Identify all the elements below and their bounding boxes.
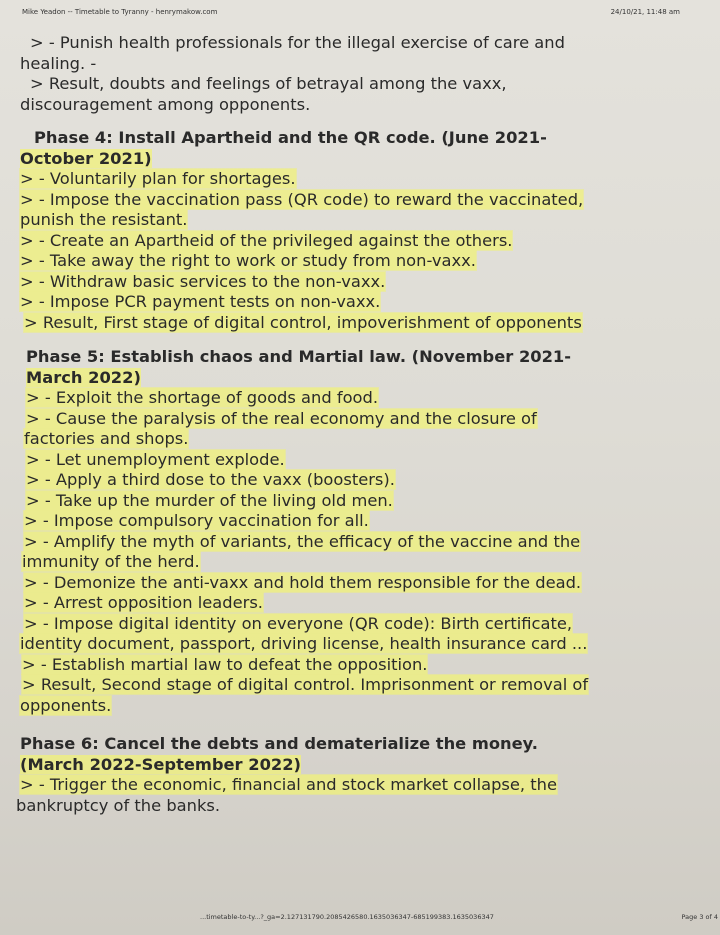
phase-5-heading: Phase 5: Establish chaos and Martial law. (November 2021- (26, 347, 572, 366)
text-line: factories and shops. (24, 429, 189, 448)
text-line: > - Demonize the anti-vaxx and hold them responsible for the dead. (24, 572, 582, 592)
phase-6-dates: (March 2022-September 2022) (20, 754, 302, 774)
text-line: > - Amplify the myth of variants, the efficacy of the vaccine and the (24, 531, 581, 551)
text-line: > - Cause the paralysis of the real economy and the closure of (26, 408, 537, 428)
text-line: > Result, First stage of digital control, impoverishment of opponents (24, 312, 582, 332)
print-header (22, 8, 680, 16)
text-line: > - Take away the right to work or study from non-vaxx. (20, 251, 476, 270)
text-line: > - Create an Apartheid of the privileged against the others. (20, 230, 513, 250)
text-line: punish the resistant. (20, 210, 188, 229)
print-footer (200, 913, 720, 921)
text-line: healing. - (20, 53, 97, 73)
text-line: > - Trigger the economic, financial and stock market collapse, the (20, 775, 557, 794)
text-line: > - Arrest opposition leaders. (24, 593, 263, 612)
text-line: > - Impose digital identity on everyone (QR code): Birth certificate, (24, 613, 573, 633)
text-line: > - Impose compulsory vaccination for all. (24, 511, 369, 530)
header-timestamp: 24/10/21, 11:48 am (610, 8, 680, 16)
text-line: > - Voluntarily plan for shortages. (20, 169, 296, 188)
text-line: > - Exploit the shortage of goods and food. (26, 388, 379, 407)
page-number: Page 3 of 4 (681, 913, 718, 921)
text-line: > - Establish martial law to defeat the opposition. (22, 654, 428, 674)
phase-4-heading: Phase 4: Install Apartheid and the QR code. (June 2021- (34, 128, 547, 147)
text-line: > - Let unemployment explode. (26, 449, 285, 469)
header-title: Mike Yeadon -- Timetable to Tyranny - henrymakow.com (22, 8, 218, 16)
footer-url: ...timetable-to-ty...?_ga=2.127131790.2085426580.1635036347-685199383.1635036347 (200, 913, 494, 921)
text-line: > - Impose the vaccination pass (QR code) to reward the vaccinated, (20, 189, 584, 209)
text-line: immunity of the herd. (22, 552, 200, 571)
phase-6-heading: Phase 6: Cancel the debts and dematerialize the money. (20, 734, 538, 753)
text-line: opponents. (20, 695, 112, 715)
text-line: > - Impose PCR payment tests on non-vaxx. (20, 292, 381, 311)
text-line: > Result, doubts and feelings of betrayal among the vaxx, (30, 74, 507, 93)
text-line: identity document, passport, driving license, health insurance card ... (20, 634, 588, 653)
phase-5-dates: March 2022) (26, 367, 141, 387)
document-body (16, 33, 690, 816)
text-line: > Result, Second stage of digital control. Imprisonment or removal of (22, 675, 589, 694)
text-line: > - Apply a third dose to the vaxx (boosters). (26, 470, 395, 489)
phase-4-dates: October 2021) (20, 148, 152, 168)
text-line: discouragement among opponents. (20, 94, 311, 114)
text-line: > - Withdraw basic services to the non-vaxx. (20, 271, 386, 291)
text-line: bankruptcy of the banks. (16, 795, 221, 815)
text-line: > - Punish health professionals for the illegal exercise of care and (30, 33, 565, 52)
text-line: > - Take up the murder of the living old men. (26, 490, 393, 510)
